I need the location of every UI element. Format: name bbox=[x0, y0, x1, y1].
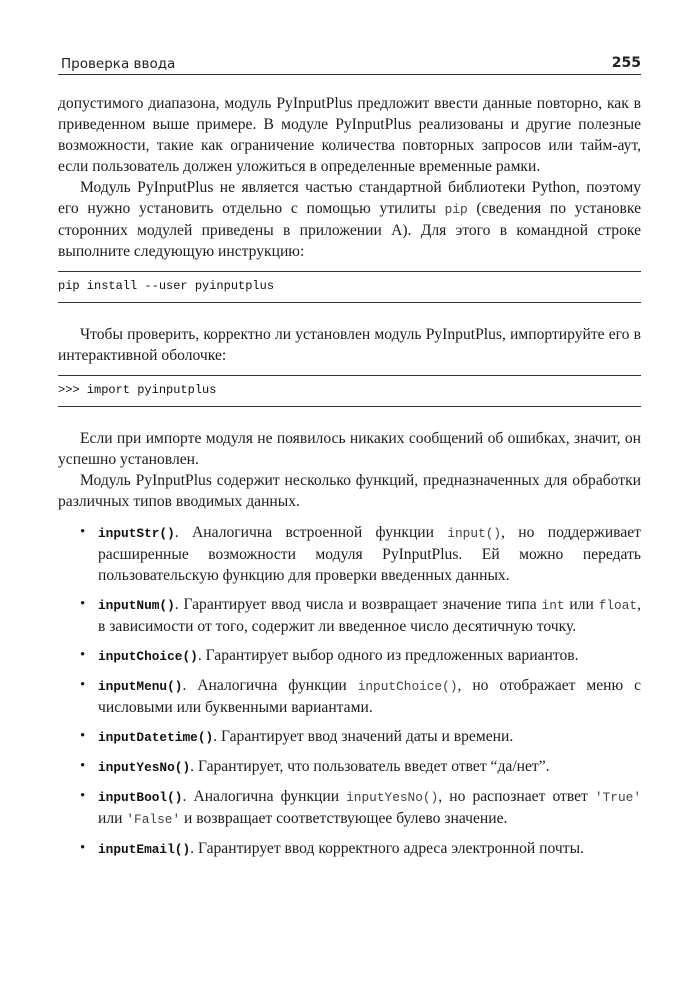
inline-code: inputChoice() bbox=[357, 679, 458, 694]
inline-code-pip: pip bbox=[444, 202, 468, 217]
function-name: inputYesNo() bbox=[98, 760, 191, 775]
item-text: , в зависимости от того, содержит ли введенное число десятичную точку. bbox=[98, 596, 641, 635]
function-name: inputChoice() bbox=[98, 649, 198, 664]
inline-code: float bbox=[598, 598, 638, 613]
bullet-icon: • bbox=[80, 728, 86, 744]
function-name: inputEmail() bbox=[98, 842, 191, 857]
paragraph-5: Модуль PyInputPlus содержит несколько функций, предназначенных для обработки различных типов вводимых данных. bbox=[58, 472, 641, 510]
book-page bbox=[58, 48, 641, 868]
function-name: inputBool() bbox=[98, 790, 183, 805]
inline-code: 'True' bbox=[594, 790, 641, 805]
running-header bbox=[58, 48, 641, 75]
item-text: . Аналогична функции bbox=[182, 788, 347, 805]
inline-code: 'False' bbox=[126, 812, 181, 827]
item-text: . Гарантирует, что пользователь введет ответ “да/нет”. bbox=[190, 758, 550, 775]
paragraph-4: Если при импорте модуля не появилось никаких сообщений об ошибках, значит, он успешно установлен. bbox=[58, 430, 641, 468]
inline-code: inputYesNo() bbox=[346, 790, 439, 805]
paragraph-2-text-a: Модуль PyInputPlus не является частью стандартной библиотеки Python, поэтому его нужно установить отдельно с помощью утилиты bbox=[58, 179, 641, 217]
list-item bbox=[58, 594, 641, 637]
list-item bbox=[58, 522, 641, 586]
function-name: inputStr() bbox=[98, 526, 175, 541]
bullet-icon: • bbox=[80, 524, 86, 540]
page-body bbox=[58, 93, 641, 860]
inline-code: input() bbox=[447, 526, 502, 541]
section-title: Проверка ввода bbox=[61, 56, 176, 72]
bullet-icon: • bbox=[80, 788, 86, 804]
item-text: , но поддерживает расширенные возможности модуля PyInputPlus. Ей можно передать пользовательскую функцию для проверки введенных данных. bbox=[98, 524, 641, 584]
bullet-icon: • bbox=[80, 677, 86, 693]
item-text: . Гарантирует ввод значений даты и времени. bbox=[213, 728, 514, 745]
function-name: inputMenu() bbox=[98, 679, 183, 694]
bullet-icon: • bbox=[80, 758, 86, 774]
paragraph-2-text-b: (сведения по установке сторонних модулей приведены в приложении А). Для этого в командной строке выполните следующую инструкцию: bbox=[58, 200, 641, 260]
bullet-icon: • bbox=[80, 647, 86, 663]
item-text: . Аналогична функции bbox=[182, 677, 358, 694]
list-item bbox=[58, 786, 641, 830]
paragraph-1: допустимого диапазона, модуль PyInputPlus предложит ввести данные повторно, как в приведенном выше примере. В модуле PyInputPlus реализованы и другие полезные возможности, такие как ограничение количества повторных запросов или тайм-аут, если пользователь должен уложиться в определенные временные рамки. bbox=[58, 95, 641, 175]
item-text: . Гарантирует ввод корректного адреса электронной почты. bbox=[190, 840, 584, 857]
bullet-icon: • bbox=[80, 596, 86, 612]
list-item bbox=[58, 645, 641, 667]
item-text: или bbox=[564, 596, 599, 613]
code-block-import: >>> import pyinputplus bbox=[58, 375, 641, 407]
list-item bbox=[58, 726, 641, 748]
paragraph-2 bbox=[58, 177, 641, 262]
function-name: inputDatetime() bbox=[98, 730, 214, 745]
function-list bbox=[58, 522, 641, 860]
paragraph-3: Чтобы проверить, корректно ли установлен модуль PyInputPlus, импортируйте его в интерактивной оболочке: bbox=[58, 326, 641, 364]
item-text: . Гарантирует выбор одного из предложенных вариантов. bbox=[197, 647, 579, 664]
bullet-icon: • bbox=[80, 840, 86, 856]
item-text: или bbox=[98, 810, 127, 827]
list-item bbox=[58, 838, 641, 860]
inline-code: int bbox=[541, 598, 565, 613]
item-text: . Гарантирует ввод числа и возвращает значение типа bbox=[174, 596, 542, 613]
function-name: inputNum() bbox=[98, 598, 175, 613]
item-text: , но отображает меню с числовыми или буквенными вариантами. bbox=[98, 677, 642, 716]
code-block-install: pip install --user pyinputplus bbox=[58, 271, 641, 303]
item-text: , но распознает ответ bbox=[438, 788, 595, 805]
item-text: и возвращает соответствующее булево значение. bbox=[180, 810, 508, 827]
item-text: . Аналогична встроенной функции bbox=[174, 524, 448, 541]
list-item bbox=[58, 675, 641, 718]
list-item bbox=[58, 756, 641, 778]
page-number: 255 bbox=[611, 55, 641, 71]
